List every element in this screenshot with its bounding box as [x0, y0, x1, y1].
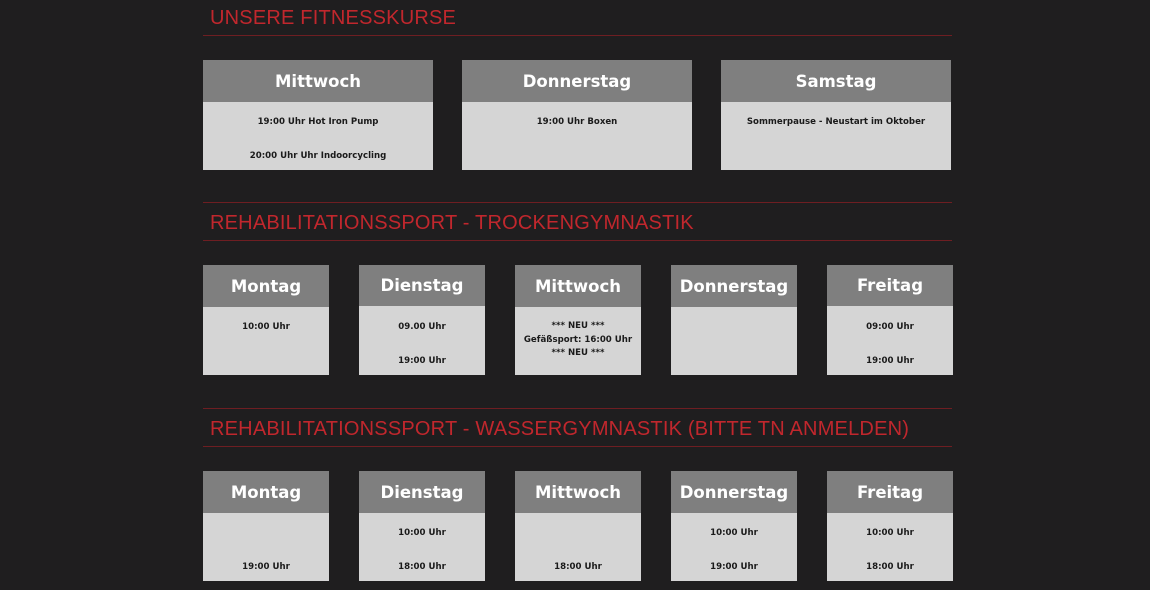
card-schedule [203, 307, 329, 375]
section-fitnesskurse [203, 0, 952, 172]
course-card-dienstag [359, 471, 485, 581]
schedule-line: 19:00 Uhr Hot Iron Pump [257, 117, 379, 127]
card-day-heading: Freitag [827, 265, 953, 306]
section-divider [203, 446, 952, 447]
schedule-line: Sommerpause - Neustart im Oktober [746, 117, 926, 127]
schedule-line: 10:00 Uhr [398, 528, 446, 538]
card-schedule [721, 102, 951, 170]
card-schedule [203, 102, 433, 170]
course-card-donnerstag [671, 265, 797, 375]
card-schedule [827, 306, 953, 375]
card-schedule [462, 102, 692, 170]
card-day-heading: Donnerstag [462, 60, 692, 102]
schedule-line: 10:00 Uhr [710, 528, 758, 538]
course-card-freitag [827, 265, 953, 375]
card-schedule [827, 513, 953, 581]
schedule-line: *** NEU *** [551, 321, 605, 331]
section-divider [203, 35, 952, 36]
card-day-heading: Montag [203, 471, 329, 513]
card-day-heading: Dienstag [359, 471, 485, 513]
section-title: REHABILITATIONSSPORT - TROCKENGYMNASTIK [210, 212, 694, 234]
course-card-dienstag [359, 265, 485, 375]
section-divider [203, 240, 952, 241]
course-card-samstag [721, 60, 951, 170]
section-trockengymnastik [203, 202, 952, 377]
card-day-heading: Mittwoch [203, 60, 433, 102]
schedule-line: 09:00 Uhr [866, 322, 914, 332]
schedule-line: 18:00 Uhr [866, 562, 914, 572]
schedule-line: 09.00 Uhr [398, 322, 446, 332]
card-day-heading: Mittwoch [515, 471, 641, 513]
course-card-mittwoch [515, 471, 641, 581]
section-title: REHABILITATIONSSPORT - WASSERGYMNASTIK (BITTE TN ANMELDEN) [210, 418, 910, 440]
card-day-heading: Montag [203, 265, 329, 307]
schedule-line: 19:00 Uhr Boxen [536, 117, 618, 127]
course-cards [203, 60, 951, 170]
course-card-mittwoch [515, 265, 641, 375]
course-card-montag [203, 471, 329, 581]
course-cards [203, 471, 953, 581]
card-schedule [359, 513, 485, 581]
schedule-line: 10:00 Uhr [242, 322, 290, 332]
card-schedule [359, 306, 485, 375]
schedule-line: 18:00 Uhr [554, 562, 602, 572]
card-schedule [515, 513, 641, 581]
section-title: UNSERE FITNESSKURSE [210, 7, 457, 29]
course-card-freitag [827, 471, 953, 581]
schedule-line [515, 527, 641, 539]
schedule-line [203, 527, 329, 539]
card-schedule [671, 513, 797, 581]
course-card-donnerstag [671, 471, 797, 581]
card-day-heading: Mittwoch [515, 265, 641, 307]
schedule-line: 18:00 Uhr [398, 562, 446, 572]
section-divider [203, 202, 952, 203]
schedule-line: Gefäßsport: 16:00 Uhr [523, 334, 633, 345]
card-day-heading: Dienstag [359, 265, 485, 306]
schedule-line: 10:00 Uhr [866, 528, 914, 538]
section-wassergymnastik [203, 408, 952, 590]
course-card-donnerstag [462, 60, 692, 170]
card-day-heading: Donnerstag [671, 265, 797, 307]
schedule-line: 19:00 Uhr [710, 562, 758, 572]
schedule-line: 19:00 Uhr [398, 356, 446, 366]
card-schedule [203, 513, 329, 581]
card-day-heading: Freitag [827, 471, 953, 513]
schedule-line: 19:00 Uhr [242, 562, 290, 572]
section-divider [203, 408, 952, 409]
course-cards [203, 265, 953, 375]
schedule-line: 19:00 Uhr [866, 356, 914, 366]
card-day-heading: Donnerstag [671, 471, 797, 513]
course-card-mittwoch [203, 60, 433, 170]
course-card-montag [203, 265, 329, 375]
card-day-heading: Samstag [721, 60, 951, 102]
card-schedule [515, 307, 641, 375]
schedule-line: 20:00 Uhr Uhr Indoorcycling [249, 151, 387, 161]
card-schedule [671, 307, 797, 375]
schedule-line: *** NEU *** [551, 348, 605, 358]
